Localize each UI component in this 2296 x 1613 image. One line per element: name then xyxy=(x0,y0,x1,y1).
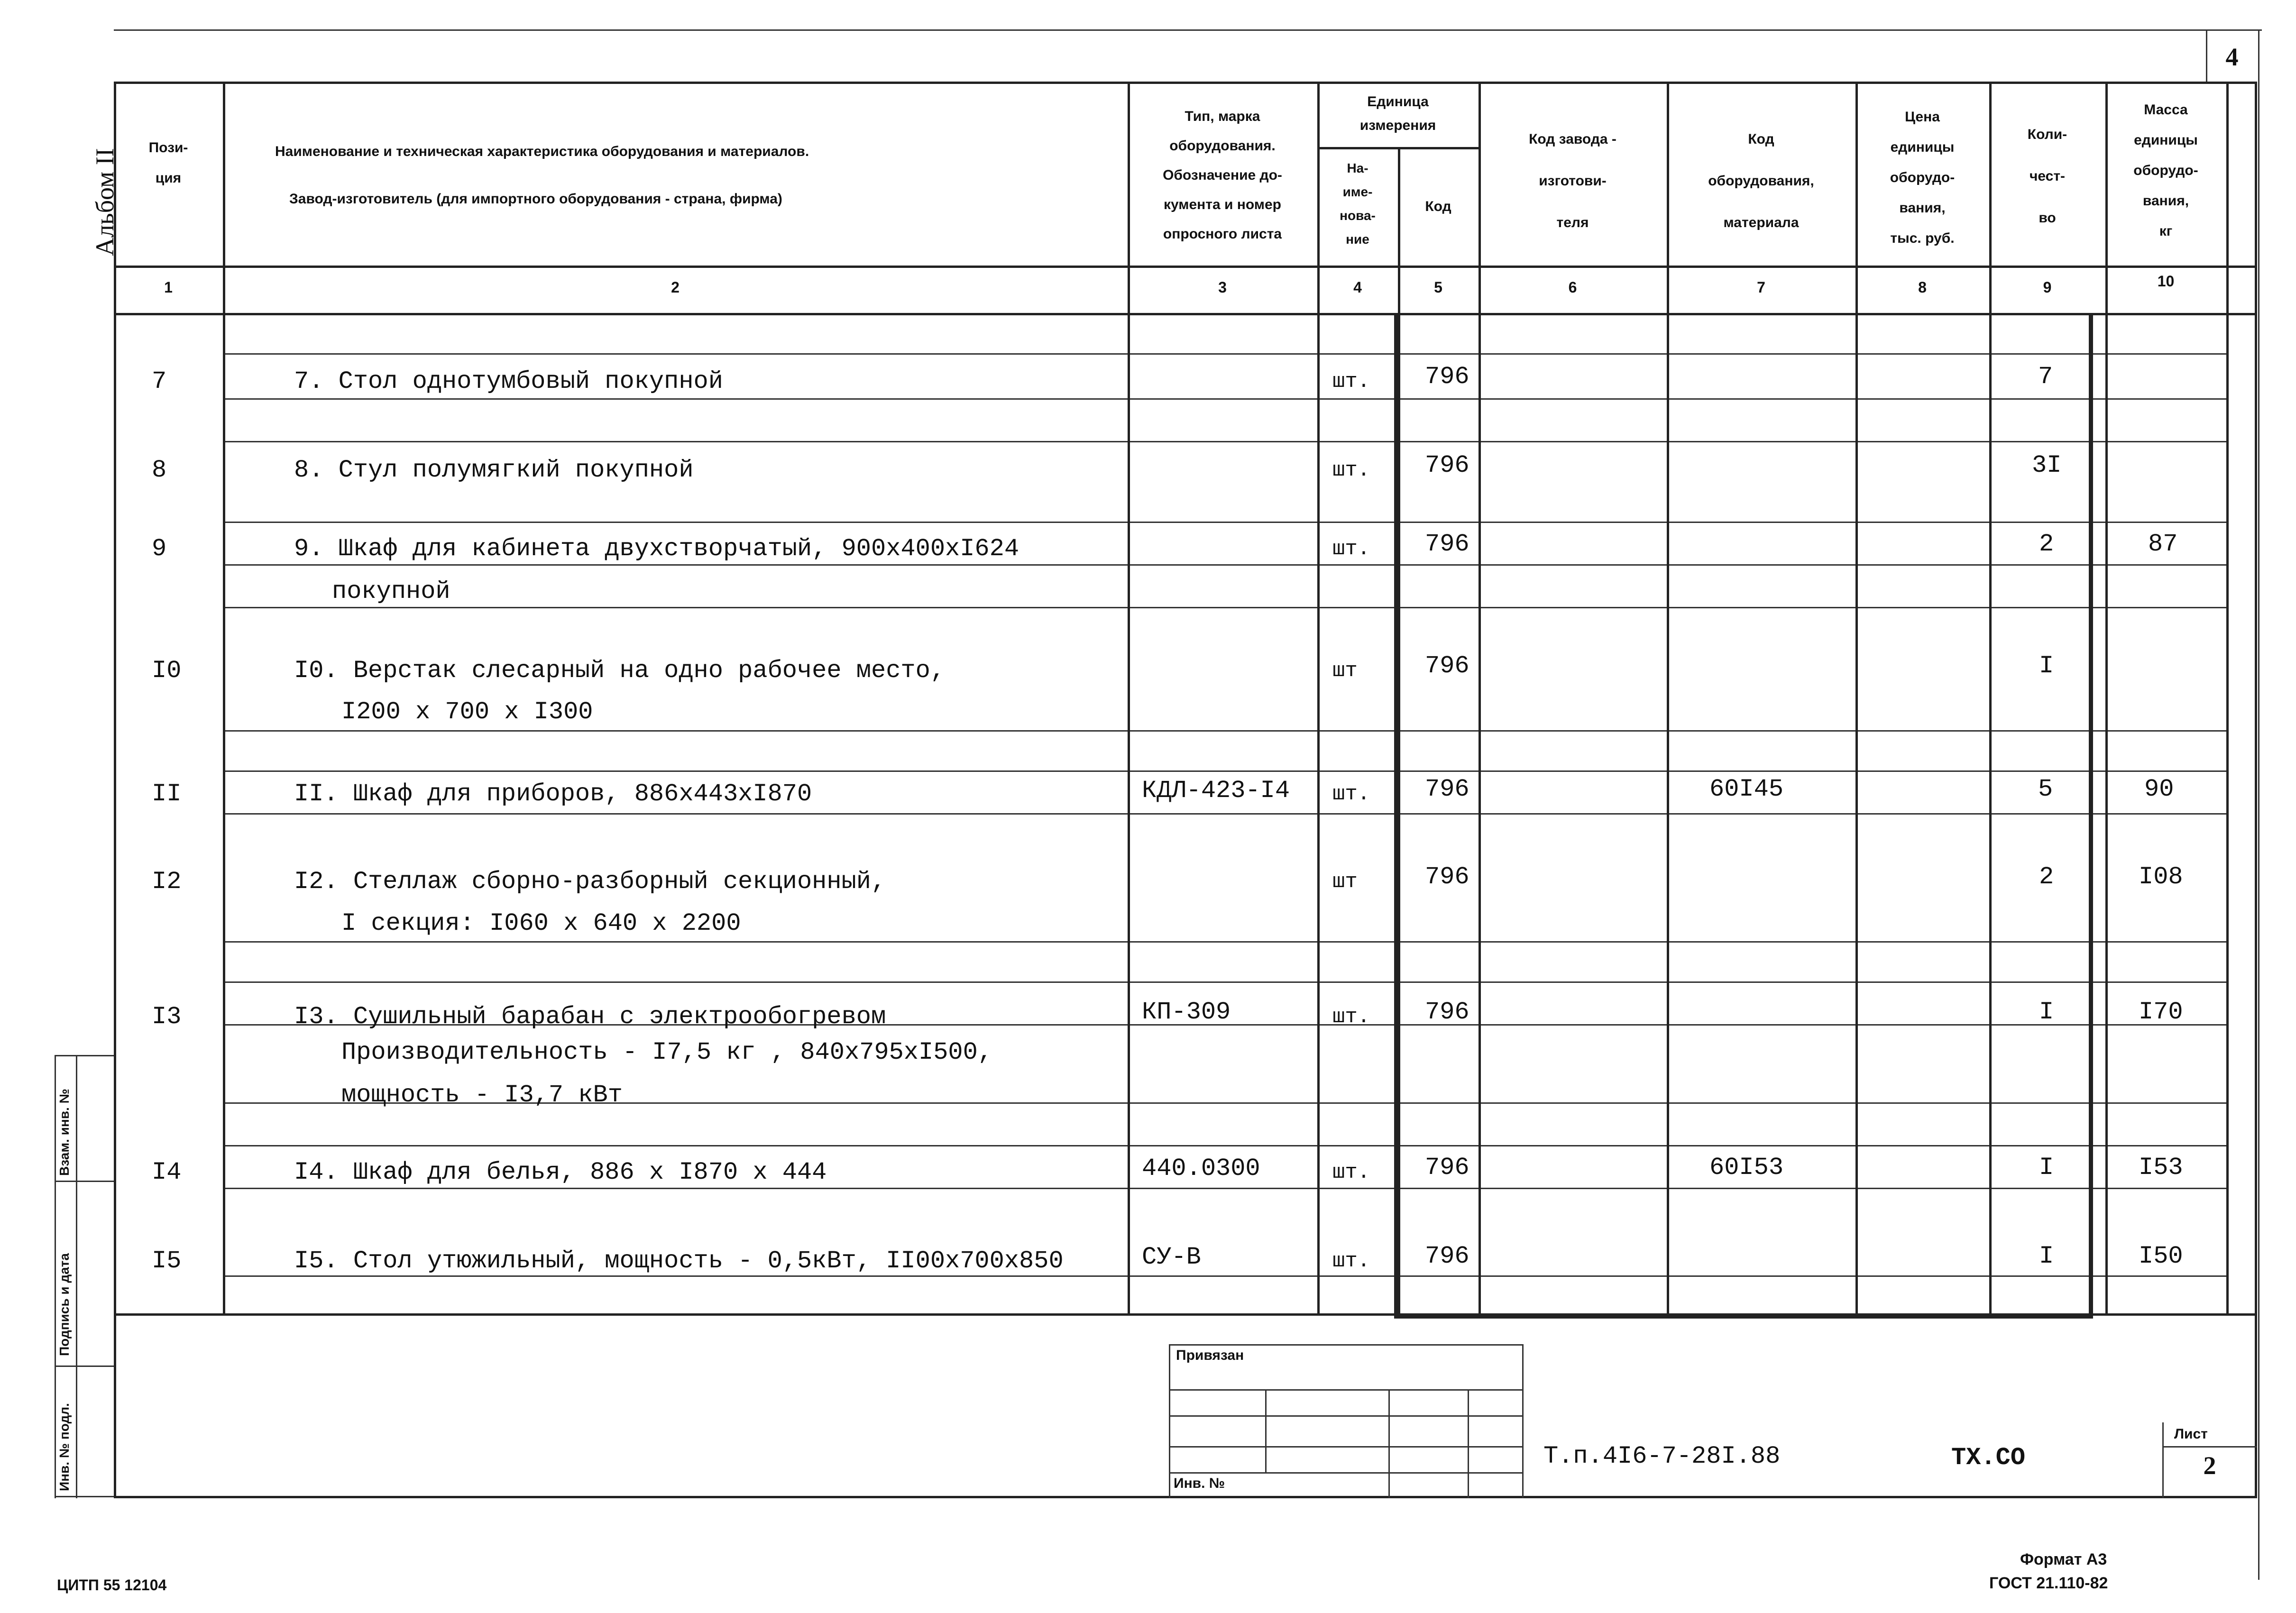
sheet-box-line xyxy=(2162,1446,2257,1448)
unit-code: 796 xyxy=(1425,363,1469,391)
row-line xyxy=(223,1145,2226,1146)
quantity: 5 xyxy=(2038,775,2053,803)
stamp-line xyxy=(1388,1389,1390,1498)
row-line xyxy=(223,564,2226,566)
item-name: I2. Стеллаж сборно-разборный секционный, xyxy=(294,868,886,896)
side-stamp-line xyxy=(55,1496,114,1497)
colnum-bottom-line xyxy=(114,313,2257,315)
mass: I53 xyxy=(2139,1154,2183,1182)
col-line-9 xyxy=(2105,82,2108,1313)
sheet-label: Лист xyxy=(2174,1426,2208,1442)
item-name-continued: мощность - I3,7 кВт xyxy=(341,1081,623,1109)
row-line xyxy=(223,981,2226,983)
header-price: Цена единицы оборудо- вания, тыс. руб. xyxy=(1890,109,1955,246)
row-line xyxy=(223,1275,2226,1277)
mass: I08 xyxy=(2139,863,2183,891)
footer-left: ЦИТП 55 12104 xyxy=(57,1576,167,1594)
header-bottom-line xyxy=(114,266,2257,268)
type-mark: КДЛ-423-I4 xyxy=(1142,777,1290,805)
stamp-line xyxy=(1169,1472,1522,1474)
unit-name: шт. xyxy=(1332,782,1370,806)
stamp-line xyxy=(1169,1344,1170,1498)
col-line-10 xyxy=(2226,82,2229,1313)
position: II xyxy=(152,780,182,808)
col-line-2 xyxy=(1128,82,1130,1313)
column-number-9: 9 xyxy=(2043,279,2052,296)
top-rule xyxy=(114,29,2262,31)
doc-code: Т.п.4I6-7-28I.88 xyxy=(1543,1442,1781,1470)
unit-name: шт. xyxy=(1332,537,1370,561)
mass: 90 xyxy=(2144,775,2174,803)
album-label: Альбом II xyxy=(91,148,119,256)
header-quantity: Коли- чест- во xyxy=(2027,127,2067,226)
frame-top xyxy=(114,82,2257,84)
position: I0 xyxy=(152,657,182,685)
unit-code: 796 xyxy=(1425,1154,1469,1182)
mass: 87 xyxy=(2148,530,2178,558)
thick-box-left xyxy=(1394,313,1398,1318)
row-line xyxy=(223,441,2226,442)
unit-name: шт. xyxy=(1332,1005,1370,1029)
side-stamp-line xyxy=(55,1366,114,1367)
item-name-continued: покупной xyxy=(332,577,450,605)
row-line xyxy=(223,1188,2226,1189)
item-name: I5. Стол утюжильный, мощность - 0,5кВт, II00х700х850 xyxy=(294,1247,1064,1275)
doc-mark: ТХ.СО xyxy=(1951,1444,2026,1472)
side-stamp-mid xyxy=(76,1055,77,1498)
row-line xyxy=(223,770,2226,772)
side-stamp-left xyxy=(55,1055,56,1498)
outer-right-rule xyxy=(2258,29,2259,1580)
item-name: II. Шкаф для приборов, 886х443хI870 xyxy=(294,780,812,808)
quantity: I xyxy=(2039,1242,2054,1270)
unit-name: шт xyxy=(1332,870,1358,894)
header-mass: Масса единицы оборудо- вания, кг xyxy=(2133,102,2198,239)
header-name: Наименование и техническая характеристика оборудования и материалов. Завод-изготовитель (для импортного оборудования - страна, фирма) xyxy=(275,144,809,207)
stamp-line xyxy=(1169,1446,1522,1448)
row-line xyxy=(223,813,2226,815)
unit-code: 796 xyxy=(1425,530,1469,558)
side-stamp-line xyxy=(55,1181,114,1182)
stamp-line xyxy=(1169,1415,1522,1417)
thick-box-right xyxy=(2089,313,2093,1318)
footer-gost: ГОСТ 21.110-82 xyxy=(1989,1574,2108,1592)
item-name-continued: I секция: I060 х 640 х 2200 xyxy=(341,909,741,937)
header-type: Тип, марка оборудования. Обозначение до- кумента и номер опросного листа xyxy=(1163,109,1282,242)
row-line xyxy=(223,353,2226,355)
unit-name: шт. xyxy=(1332,1161,1370,1184)
column-number-7: 7 xyxy=(1757,279,1765,296)
position: 9 xyxy=(152,535,167,563)
side-label-inv-original: Инв. № подл. xyxy=(57,1403,72,1491)
equipment-code: 60I53 xyxy=(1709,1154,1784,1182)
column-number-2: 2 xyxy=(671,279,680,296)
type-mark: СУ-В xyxy=(1142,1243,1201,1271)
type-mark: КП-309 xyxy=(1142,998,1231,1026)
row-line xyxy=(223,398,2226,400)
col-line-7 xyxy=(1855,82,1858,1313)
stamp-line xyxy=(1169,1344,1522,1346)
stamp-line xyxy=(1468,1389,1469,1498)
unit-name: шт. xyxy=(1332,370,1370,394)
unit-code: 796 xyxy=(1425,652,1469,680)
col-line-3 xyxy=(1317,82,1320,1313)
quantity: 3I xyxy=(2032,451,2062,479)
unit-code: 796 xyxy=(1425,451,1469,479)
side-stamp-line xyxy=(55,1055,114,1056)
unit-name: шт. xyxy=(1332,1249,1370,1273)
unit-code: 796 xyxy=(1425,775,1469,803)
quantity: 2 xyxy=(2039,530,2054,558)
unit-name: шт. xyxy=(1332,458,1370,482)
header-unit-name: На- име- нова- ние xyxy=(1340,161,1376,247)
stamp-privyazan: Привязан xyxy=(1176,1347,1244,1363)
unit-name: шт xyxy=(1332,659,1358,683)
quantity: I xyxy=(2039,652,2054,680)
row-line xyxy=(223,607,2226,608)
col-line-8 xyxy=(1989,82,1992,1313)
quantity: I xyxy=(2039,1154,2054,1182)
row-line xyxy=(223,730,2226,732)
column-number-8: 8 xyxy=(1918,279,1927,296)
stamp-line xyxy=(1265,1389,1267,1472)
header-equipment-code: Код оборудования, материала xyxy=(1708,131,1814,230)
column-number-3: 3 xyxy=(1218,279,1227,296)
type-mark: 440.0300 xyxy=(1142,1155,1260,1182)
item-name: 8. Стул полумягкий покупной xyxy=(294,456,694,484)
frame-bottom xyxy=(114,1496,2257,1498)
sheet-number: 2 xyxy=(2203,1451,2216,1480)
header-unit-group: Единица измерения xyxy=(1359,94,1436,133)
unit-code: 796 xyxy=(1425,998,1469,1026)
unit-code: 796 xyxy=(1425,863,1469,891)
row-line xyxy=(223,941,2226,943)
column-number-10: 10 xyxy=(2157,273,2175,290)
col-line-6 xyxy=(1667,82,1669,1313)
position: I3 xyxy=(152,1003,182,1031)
row-line xyxy=(223,522,2226,523)
item-name: 7. Стол однотумбовый покупной xyxy=(294,367,723,395)
col-line-5 xyxy=(1479,82,1481,1313)
item-name: 9. Шкаф для кабинета двухстворчатый, 900х400хI624 xyxy=(294,535,1019,563)
column-number-6: 6 xyxy=(1568,279,1577,296)
item-name: I4. Шкаф для белья, 886 х I870 х 444 xyxy=(294,1158,827,1186)
thick-box-bottom xyxy=(1394,1314,2093,1319)
col-line-1 xyxy=(223,82,225,1313)
position: I4 xyxy=(152,1158,182,1186)
item-name: I0. Верстак слесарный на одно рабочее место, xyxy=(294,657,946,685)
side-label-replaced-inv: Взам. инв. № xyxy=(57,1089,72,1176)
header-position: Пози- ция xyxy=(148,140,188,186)
item-name: I3. Сушильный барабан с электрообогревом xyxy=(294,1003,886,1031)
stamp-inv-no: Инв. № xyxy=(1174,1476,1225,1491)
quantity: I xyxy=(2039,998,2054,1026)
side-label-signature-date: Подпись и дата xyxy=(57,1253,72,1356)
position: 8 xyxy=(152,456,167,484)
mass: I50 xyxy=(2139,1242,2183,1270)
stamp-line xyxy=(1522,1344,1524,1498)
header-unit-code: Код xyxy=(1425,199,1451,214)
footer-format: Формат А3 xyxy=(2020,1550,2107,1568)
item-name-continued: I200 х 700 х I300 xyxy=(341,698,593,726)
stamp-line xyxy=(1169,1389,1522,1391)
position: 7 xyxy=(152,367,167,395)
column-number-1: 1 xyxy=(164,279,173,296)
position: I2 xyxy=(152,868,182,896)
equipment-code: 60I45 xyxy=(1709,775,1784,803)
position: I5 xyxy=(152,1247,182,1275)
column-number-4: 4 xyxy=(1353,279,1362,296)
page-number: 4 xyxy=(2225,43,2239,71)
item-name-continued: Производительность - I7,5 кг , 840х795хI500, xyxy=(341,1038,993,1066)
quantity: 7 xyxy=(2038,363,2053,391)
column-number-5: 5 xyxy=(1434,279,1442,296)
mass: I70 xyxy=(2139,998,2183,1026)
header-plant-code: Код завода - изготови- теля xyxy=(1529,131,1616,230)
frame-right xyxy=(2255,82,2257,1498)
quantity: 2 xyxy=(2039,863,2054,891)
unit-code: 796 xyxy=(1425,1242,1469,1270)
